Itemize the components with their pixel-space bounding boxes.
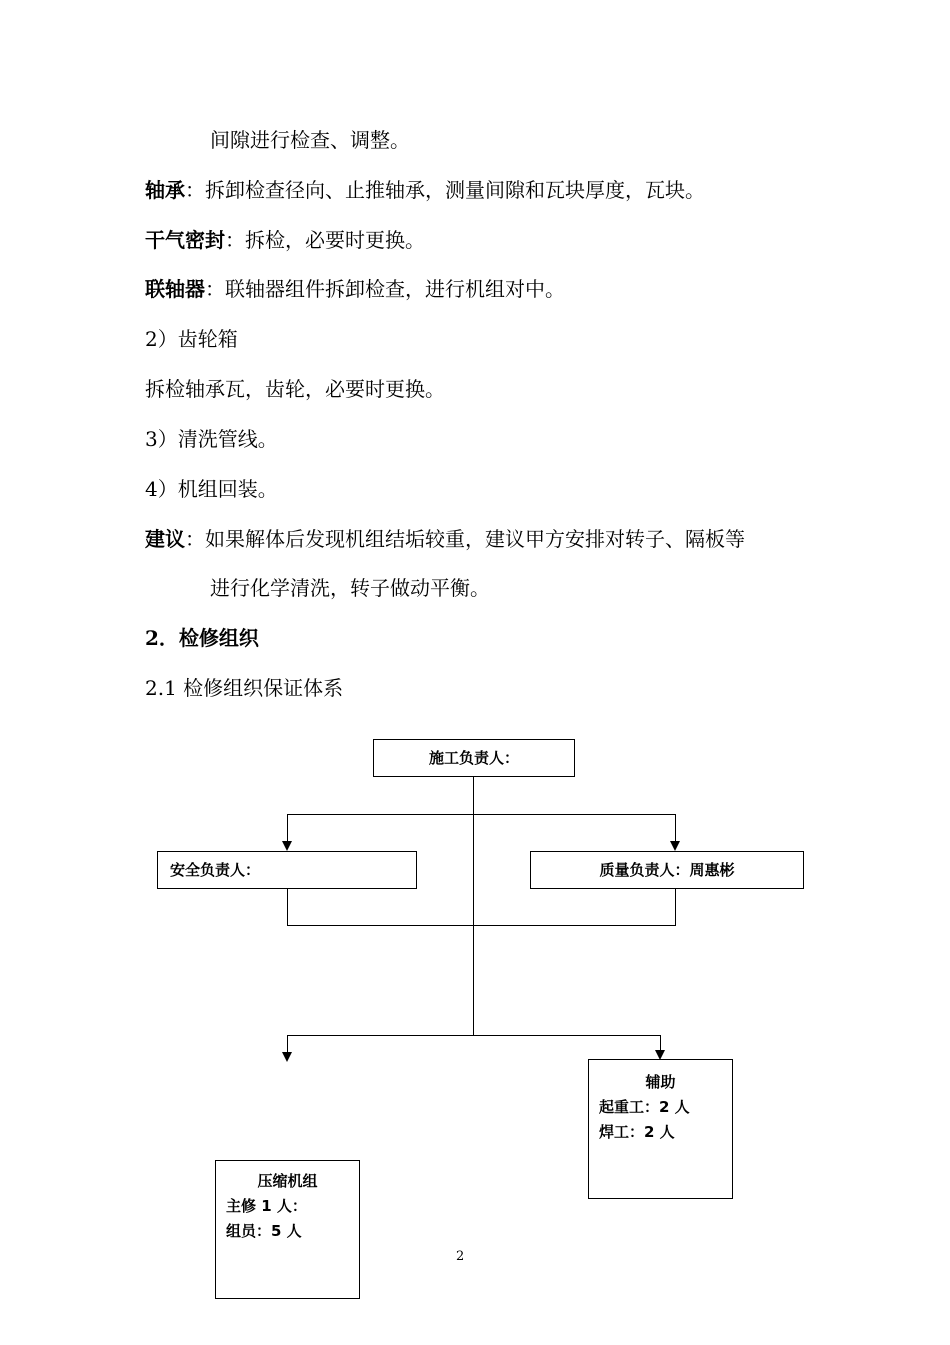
paragraph-suggestion [145,527,745,551]
paragraph-reassembly: 4）机组回装。 [145,477,278,501]
suggestion-text: ：如果解体后发现机组结垢较重，建议甲方安排对转子、隔板等 [185,527,745,551]
connector-compressor-drop [287,1035,288,1053]
org-box-construction-lead-label: 施工负责人： [428,749,519,767]
org-box-safety-lead-label: 安全负责人： [170,861,261,879]
org-box-compressor-unit [215,1160,360,1299]
compressor-lead: 主修 1 人： [226,1197,307,1215]
org-box-construction-lead [373,739,575,777]
connector-branch-upper [287,814,676,815]
paragraph-bearing [145,178,705,202]
auxiliary-welder: 焊工：2 人 [599,1123,675,1141]
compressor-members: 组员：5 人 [226,1222,302,1240]
connector-safety-up [287,889,288,926]
arrow-down-icon [670,841,680,851]
bearing-label: 轴承 [145,178,185,202]
dry-gas-seal-label: 干气密封 [145,228,225,252]
dry-gas-seal-text: ：拆检，必要时更换。 [225,228,425,252]
subsection-heading: 2.1 检修组织保证体系 [145,676,344,700]
bearing-text: ：拆卸检查径向、止推轴承，测量间隙和瓦块厚度，瓦块。 [185,178,705,202]
connector-branch-lower [287,1035,661,1036]
paragraph-gearbox: 2）齿轮箱 [145,327,238,351]
coupling-text: ：联轴器组件拆卸检查，进行机组对中。 [205,277,565,301]
arrow-down-icon [282,1052,292,1062]
page-number: 2 [456,1249,465,1264]
connector-quality-up [675,889,676,926]
connector-branch-middle [287,925,676,926]
paragraph-coupling [145,277,565,301]
suggestion-label: 建议 [145,527,185,551]
connector-trunk [473,777,474,1035]
compressor-title: 压缩机组 [257,1172,318,1190]
connector-safety-drop [287,814,288,842]
connector-quality-drop [675,814,676,842]
org-box-safety-lead [157,851,417,889]
org-box-quality-lead [530,851,804,889]
org-box-auxiliary [588,1059,733,1199]
arrow-down-icon [282,841,292,851]
coupling-label: 联轴器 [145,277,205,301]
paragraph-suggestion-cont: 进行化学清洗，转子做动平衡。 [210,576,490,600]
section-heading: 2．检修组织 [145,626,259,650]
auxiliary-title: 辅助 [645,1073,676,1091]
auxiliary-rigger: 起重工：2 人 [599,1098,690,1116]
paragraph-gap-check: 间隙进行检查、调整。 [210,128,410,152]
paragraph-gearbox-detail: 拆检轴承瓦，齿轮，必要时更换。 [145,377,445,401]
paragraph-clean-pipes: 3）清洗管线。 [145,427,278,451]
paragraph-dry-gas-seal [145,228,425,252]
org-box-quality-lead-label: 质量负责人：周惠彬 [599,861,735,879]
